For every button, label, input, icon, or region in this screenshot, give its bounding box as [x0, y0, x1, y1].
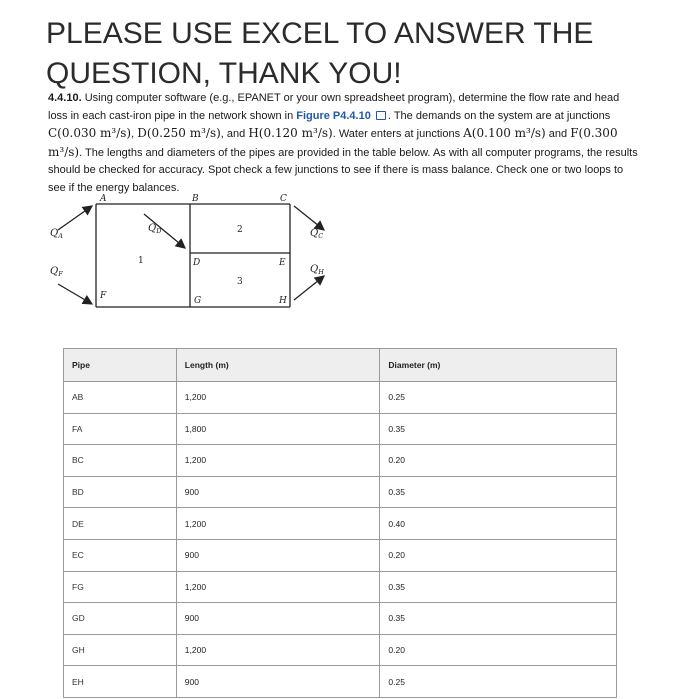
length-cell: 900	[176, 666, 380, 698]
node-c-label: C	[280, 194, 287, 204]
table-header-row	[64, 349, 617, 382]
diameter-cell: 0.35	[380, 413, 617, 445]
length-cell: 1,800	[176, 413, 380, 445]
svg-text:QF	[50, 266, 63, 278]
table-row	[64, 666, 617, 698]
loop-1-label: 1	[138, 256, 144, 266]
qc-arrow	[294, 206, 324, 230]
node-d-label: D	[193, 258, 201, 268]
length-cell: 900	[176, 476, 380, 508]
length-cell: 1,200	[176, 508, 380, 540]
table-row	[64, 571, 617, 603]
length-cell: 1,200	[176, 571, 380, 603]
qf-label: Q	[50, 266, 59, 277]
diameter-cell: 0.35	[380, 603, 617, 635]
problem-text-b: . The demands on the system are at junctions	[387, 109, 611, 122]
svg-text:QC	[310, 228, 323, 240]
node-a-label: A	[100, 194, 107, 204]
table-row	[64, 603, 617, 635]
demand-c: C(0.030 m³/s)	[48, 126, 132, 140]
node-e-label: E	[279, 258, 286, 268]
qd-label-sub: D	[156, 227, 162, 235]
length-cell: 1,200	[176, 382, 380, 414]
qh-arrow	[294, 276, 324, 300]
qa-label-sub: A	[58, 232, 63, 240]
qh-label: Q	[310, 264, 319, 275]
qa-label: Q	[50, 228, 59, 239]
problem-text-a: Using computer software (e.g., EPANET or your own spreadsheet program), determine the flow rate and head loss in each cast-iron pipe in the network shown in	[48, 92, 620, 122]
table-row	[64, 539, 617, 571]
inflow-f: F(0.300 m³/s)	[48, 126, 618, 159]
inflow-a: A(0.100 m³/s)	[463, 126, 546, 140]
pipe-cell: EH	[64, 666, 177, 698]
problem-text-f: . The lengths and diameters of the pipes are provided in the table below. As with all computer programs, the results should be checked for accuracy. Spot check a few junctions to see if there is mass balance. Check one or two loops to see if the energy balances.	[48, 146, 638, 194]
diameter-cell: 0.20	[380, 445, 617, 477]
table-row	[64, 445, 617, 477]
pipe-cell: FG	[64, 571, 177, 603]
figure-link[interactable]: Figure P4.4.10	[296, 109, 371, 122]
table-row	[64, 508, 617, 540]
pipe-cell: DE	[64, 508, 177, 540]
length-column-header: Length (m)	[176, 349, 380, 382]
pipe-cell: GD	[64, 603, 177, 635]
svg-text:QD	[148, 223, 162, 235]
length-cell: 1,200	[176, 634, 380, 666]
pipe-cell: BC	[64, 445, 177, 477]
diameter-cell: 0.35	[380, 571, 617, 603]
qf-label-sub: F	[58, 270, 63, 278]
problem-text-c: , and	[220, 128, 246, 140]
length-cell: 900	[176, 603, 380, 635]
qd-label: Q	[148, 223, 157, 234]
table-row	[64, 476, 617, 508]
pipe-column-header: Pipe	[64, 349, 177, 382]
qh-label-sub: H	[318, 268, 324, 276]
qa-arrow	[58, 206, 92, 230]
length-cell: 900	[176, 539, 380, 571]
table-row	[64, 382, 617, 414]
problem-number: 4.4.10.	[48, 92, 82, 104]
qc-label: Q	[310, 228, 319, 239]
diameter-cell: 0.25	[380, 666, 617, 698]
svg-text:QA	[50, 228, 63, 240]
loop-3-label: 3	[237, 277, 243, 287]
qf-arrow	[58, 284, 92, 304]
svg-text:QH	[310, 264, 324, 276]
pipe-data-table	[63, 348, 617, 698]
pipe-network-figure	[48, 192, 338, 312]
diameter-cell: 0.20	[380, 634, 617, 666]
pipe-cell: FA	[64, 413, 177, 445]
pipe-cell: AB	[64, 382, 177, 414]
loop-2-label: 2	[237, 225, 243, 235]
diameter-column-header: Diameter (m)	[380, 349, 617, 382]
demand-d: D(0.250 m³/s)	[137, 126, 221, 140]
demand-h: H(0.120 m³/s)	[248, 126, 333, 140]
node-f-label: F	[100, 291, 107, 301]
pipe-cell: BD	[64, 476, 177, 508]
table-row	[64, 634, 617, 666]
node-g-label: G	[194, 296, 202, 306]
problem-text-d: . Water enters at junctions	[332, 128, 461, 140]
pipe-cell: EC	[64, 539, 177, 571]
external-link-icon[interactable]	[376, 111, 386, 120]
diameter-cell: 0.35	[380, 476, 617, 508]
node-h-label: H	[279, 296, 287, 306]
diameter-cell: 0.20	[380, 539, 617, 571]
problem-statement: 4.4.10. Using computer software (e.g., EPANET or your own spreadsheet program), determine the flow rate and head loss in each cast-iron pipe in the network shown in Figure P4.4.10 . The demands on the system are at junctions C(0.030 m³/s), D(0.250 m³/s), and H(0.120 m³/s). Water enters at junctions A(0.100 m³/s) and F(0.300 m³/s). The lengths and diameters of the pipes are provided in the table below. As with all computer programs, the results should be checked for accuracy. Spot check a few junctions to see if there is mass balance. Check one or two loops to see if the energy balances.	[48, 92, 638, 194]
diameter-cell: 0.40	[380, 508, 617, 540]
qc-label-sub: C	[318, 232, 324, 240]
pipe-cell: GH	[64, 634, 177, 666]
problem-text-e: and	[548, 128, 568, 140]
length-cell: 1,200	[176, 445, 380, 477]
table-row	[64, 413, 617, 445]
node-b-label: B	[192, 194, 199, 204]
diameter-cell: 0.25	[380, 382, 617, 414]
page-heading: PLEASE USE EXCEL TO ANSWER THE QUESTION, THANK YOU!	[46, 17, 594, 90]
